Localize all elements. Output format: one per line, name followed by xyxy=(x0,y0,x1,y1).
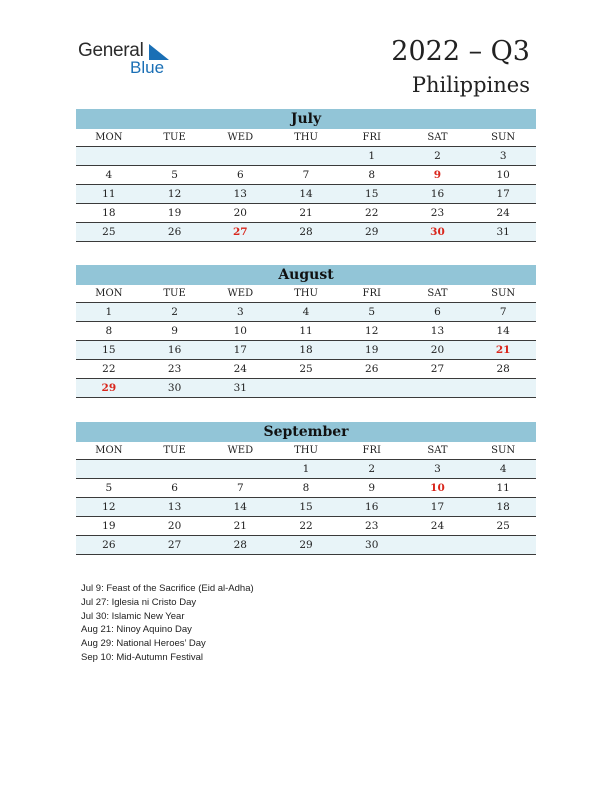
date-cell: 10 xyxy=(496,169,510,181)
date-cell xyxy=(470,536,536,554)
holiday-note: Aug 29: National Heroes’ Day xyxy=(81,638,206,650)
date-cell: 4 xyxy=(302,306,310,318)
date-cell: 7 xyxy=(236,482,244,494)
holiday-note: Jul 30: Islamic New Year xyxy=(81,610,185,622)
weekday-label: FRI xyxy=(362,288,381,299)
holiday-date-cell: 10 xyxy=(430,482,445,494)
date-cell: 5 xyxy=(368,306,376,318)
date-cell: 24 xyxy=(233,363,247,375)
date-cell: 20 xyxy=(233,207,247,219)
date-cell: 12 xyxy=(167,188,182,200)
date-cell: 12 xyxy=(102,501,116,513)
date-cell: 8 xyxy=(105,325,113,337)
weekday-label: THU xyxy=(294,445,318,456)
date-cell: 29 xyxy=(365,226,379,238)
date-cell: 21 xyxy=(233,520,247,532)
date-cell: 28 xyxy=(233,539,247,551)
date-cell: 1 xyxy=(302,463,310,475)
date-cell: 28 xyxy=(299,226,313,238)
date-cell: 25 xyxy=(299,363,313,375)
month-calendar-august xyxy=(76,265,536,398)
date-cell: 23 xyxy=(365,520,379,532)
date-cell: 17 xyxy=(496,188,510,200)
holiday-notes xyxy=(81,582,254,665)
holiday-date-cell: 21 xyxy=(495,344,511,356)
date-cell: 3 xyxy=(434,463,441,475)
date-cell: 29 xyxy=(299,539,313,551)
date-cell: 14 xyxy=(496,325,510,337)
date-cell: 22 xyxy=(102,363,116,375)
page-title: 2022 – Q3 xyxy=(391,36,530,67)
weekday-label: TUE xyxy=(163,132,186,143)
week-row xyxy=(76,204,536,223)
date-cell: 6 xyxy=(434,306,441,318)
week-row xyxy=(76,498,536,517)
month-calendar-september xyxy=(76,422,536,555)
date-cell xyxy=(76,147,142,165)
date-cell: 17 xyxy=(430,501,445,513)
weekday-label: SUN xyxy=(491,445,516,456)
weekday-header-row xyxy=(76,129,536,147)
date-cell: 27 xyxy=(430,363,445,375)
month-title: July xyxy=(76,109,536,129)
weekday-header-row xyxy=(76,442,536,460)
date-cell: 13 xyxy=(430,325,445,337)
week-row xyxy=(76,360,536,379)
date-cell: 6 xyxy=(171,482,178,494)
date-cell: 1 xyxy=(368,150,376,162)
date-cell: 14 xyxy=(299,188,313,200)
date-cell: 10 xyxy=(233,325,247,337)
date-cell: 6 xyxy=(236,169,244,181)
week-row xyxy=(76,341,536,360)
country-name: Philippines xyxy=(411,73,530,97)
date-cell xyxy=(273,147,339,165)
date-cell xyxy=(207,460,273,478)
week-row xyxy=(76,379,536,398)
date-cell: 26 xyxy=(167,226,182,238)
date-cell xyxy=(273,379,339,397)
date-cell: 15 xyxy=(102,344,116,356)
date-cell: 3 xyxy=(499,150,507,162)
weekday-label: WED xyxy=(227,445,254,456)
date-cell: 20 xyxy=(167,520,182,532)
date-cell: 12 xyxy=(365,325,379,337)
date-cell: 28 xyxy=(496,363,510,375)
date-cell: 19 xyxy=(167,207,182,219)
weekday-label: MON xyxy=(95,132,123,143)
weekday-label: THU xyxy=(294,288,318,299)
date-cell: 7 xyxy=(302,169,310,181)
date-cell: 15 xyxy=(365,188,379,200)
date-cell: 13 xyxy=(233,188,247,200)
week-row xyxy=(76,322,536,341)
date-cell: 20 xyxy=(430,344,445,356)
week-row xyxy=(76,479,536,498)
logo-text-general: General xyxy=(78,40,144,61)
brand-logo xyxy=(78,40,198,84)
date-cell: 4 xyxy=(105,169,113,181)
date-cell: 11 xyxy=(102,188,116,200)
weekday-label: MON xyxy=(95,288,123,299)
date-cell: 14 xyxy=(233,501,247,513)
date-cell: 15 xyxy=(299,501,313,513)
weekday-label: SAT xyxy=(427,288,448,299)
weekday-label: SUN xyxy=(491,288,516,299)
date-cell: 19 xyxy=(365,344,379,356)
holiday-date-cell: 27 xyxy=(232,226,248,238)
weekday-label: SAT xyxy=(427,132,448,143)
date-cell: 4 xyxy=(499,463,507,475)
weekday-header-row xyxy=(76,285,536,303)
date-cell: 31 xyxy=(233,382,247,394)
weekday-label: THU xyxy=(294,132,318,143)
holiday-note: Sep 10: Mid-Autumn Festival xyxy=(81,651,203,663)
logo-text-blue: Blue xyxy=(130,58,165,77)
date-cell: 9 xyxy=(171,325,178,337)
holiday-note: Jul 27: Iglesia ni Cristo Day xyxy=(81,596,197,608)
date-cell: 30 xyxy=(365,539,379,551)
week-row xyxy=(76,517,536,536)
date-cell: 26 xyxy=(365,363,379,375)
date-cell: 2 xyxy=(171,306,178,318)
month-title: August xyxy=(76,265,536,285)
weekday-label: SUN xyxy=(491,132,516,143)
date-cell: 25 xyxy=(496,520,510,532)
date-cell: 17 xyxy=(233,344,247,356)
date-cell: 22 xyxy=(365,207,379,219)
date-cell: 27 xyxy=(167,539,182,551)
date-cell: 5 xyxy=(105,482,113,494)
date-cell: 3 xyxy=(236,306,244,318)
date-cell: 13 xyxy=(167,501,182,513)
date-cell: 9 xyxy=(368,482,376,494)
weekday-label: WED xyxy=(227,132,254,143)
holiday-note: Aug 21: Ninoy Aquino Day xyxy=(81,624,192,636)
week-row xyxy=(76,147,536,166)
weekday-label: WED xyxy=(227,288,254,299)
date-cell xyxy=(76,460,142,478)
date-cell: 26 xyxy=(102,539,116,551)
week-row xyxy=(76,223,536,242)
date-cell: 31 xyxy=(496,226,510,238)
date-cell: 7 xyxy=(499,306,507,318)
date-cell xyxy=(405,536,471,554)
date-cell: 24 xyxy=(430,520,445,532)
week-row xyxy=(76,460,536,479)
date-cell: 25 xyxy=(102,226,116,238)
date-cell: 18 xyxy=(496,501,510,513)
date-cell xyxy=(470,379,536,397)
week-row xyxy=(76,536,536,555)
date-cell: 16 xyxy=(365,501,379,513)
date-cell: 23 xyxy=(430,207,445,219)
date-cell: 19 xyxy=(102,520,116,532)
date-cell: 18 xyxy=(299,344,313,356)
weekday-label: TUE xyxy=(163,445,186,456)
date-cell: 1 xyxy=(105,306,113,318)
date-cell: 22 xyxy=(299,520,313,532)
date-cell xyxy=(142,460,208,478)
date-cell: 5 xyxy=(171,169,178,181)
date-cell xyxy=(405,379,471,397)
date-cell: 24 xyxy=(496,207,510,219)
holiday-note: Jul 9: Feast of the Sacrifice (Eid al-Adha) xyxy=(81,583,254,594)
holiday-date-cell: 30 xyxy=(430,226,445,238)
week-row xyxy=(76,303,536,322)
month-calendar-july xyxy=(76,109,536,242)
date-cell: 11 xyxy=(299,325,313,337)
weekday-label: MON xyxy=(95,445,123,456)
date-cell: 23 xyxy=(167,363,182,375)
weekday-label: SAT xyxy=(427,445,448,456)
date-cell xyxy=(142,147,208,165)
weekday-label: FRI xyxy=(362,445,381,456)
month-title: September xyxy=(76,422,536,442)
holiday-date-cell: 9 xyxy=(433,169,442,181)
date-cell: 8 xyxy=(368,169,376,181)
date-cell xyxy=(207,147,273,165)
week-row xyxy=(76,166,536,185)
date-cell: 18 xyxy=(102,207,116,219)
date-cell: 30 xyxy=(167,382,182,394)
weekday-label: TUE xyxy=(163,288,186,299)
date-cell xyxy=(339,379,405,397)
date-cell: 2 xyxy=(368,463,376,475)
date-cell: 11 xyxy=(496,482,510,494)
holiday-date-cell: 29 xyxy=(101,382,117,394)
weekday-label: FRI xyxy=(362,132,381,143)
date-cell: 16 xyxy=(167,344,182,356)
date-cell: 16 xyxy=(430,188,445,200)
week-row xyxy=(76,185,536,204)
date-cell: 8 xyxy=(302,482,310,494)
date-cell: 2 xyxy=(434,150,441,162)
date-cell: 21 xyxy=(299,207,313,219)
